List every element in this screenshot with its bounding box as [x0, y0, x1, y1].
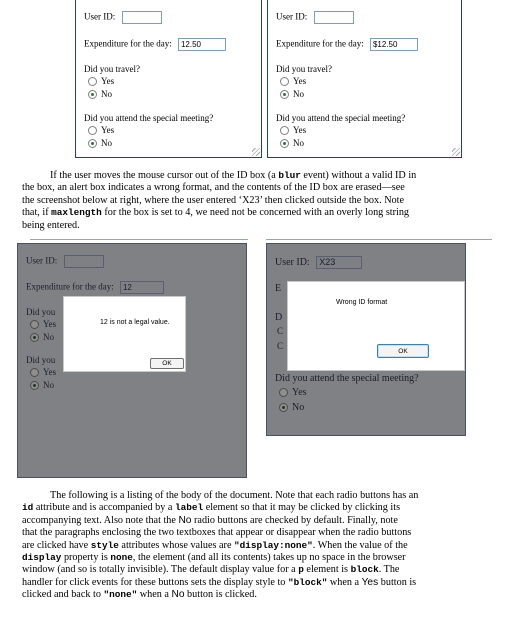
top-right-form-panel: [267, 0, 462, 158]
meeting-yes-label[interactable]: Yes: [101, 125, 115, 135]
para2-line6-b: , the element (and all its contents) takes up no space in the browser: [132, 552, 406, 564]
travel-yes-label[interactable]: Yes: [43, 319, 57, 329]
clipped-label-e: E: [275, 283, 282, 294]
divider-right: [266, 239, 492, 240]
travel-yes-radio[interactable]: [280, 77, 289, 86]
para1-line3: the screenshot below at right, where the user entered ‘X23’ then clicked outside the box. Note: [22, 194, 404, 206]
expenditure-row: [276, 38, 418, 51]
travel-question: Did you: [26, 307, 56, 317]
word-no: No: [178, 514, 192, 526]
para2-line2-b: element so that it may be clicked by clicking its: [203, 502, 401, 514]
meeting-yes-radio[interactable]: [280, 126, 289, 135]
user-id-input[interactable]: [314, 11, 354, 24]
user-id-input[interactable]: X23: [316, 256, 362, 269]
para2-line9-a: clicked and back to: [22, 589, 104, 601]
expenditure-label: Expenditure for the day:: [276, 38, 364, 49]
para2-line5: [22, 540, 496, 552]
user-id-label: User ID:: [84, 11, 116, 22]
meeting-no-radio[interactable]: [280, 139, 289, 148]
code-block: block: [350, 564, 379, 576]
paragraph-listing-explanation: [22, 490, 496, 602]
travel-yes-option[interactable]: [280, 76, 306, 86]
user-id-label: User ID:: [275, 256, 310, 268]
para1-line1-text: If the user moves the mouse cursor out of the ID box (a: [50, 170, 279, 181]
meeting-no-label[interactable]: No: [292, 402, 305, 413]
meeting-yes-label[interactable]: Yes: [292, 387, 307, 398]
para2-line2-a: attribute and is accompanied by a: [33, 502, 175, 514]
meeting-question: Did you attend the special meeting?: [84, 113, 214, 123]
travel-no-option[interactable]: [30, 332, 54, 342]
meeting-no-radio[interactable]: [30, 381, 39, 390]
travel-yes-option[interactable]: [30, 319, 56, 329]
para2-line8-c: button is: [378, 576, 417, 588]
para2-line7-c: . The: [378, 564, 400, 576]
code-id: id: [22, 502, 34, 514]
code-style: style: [90, 539, 119, 551]
expenditure-row: [26, 281, 164, 294]
code-p: p: [298, 564, 304, 576]
para1-line1-tail: event) without a valid ID in: [300, 170, 417, 181]
para2-line8-a: handler for click events for these buttons sets the display style to: [22, 576, 288, 588]
travel-no-radio[interactable]: [88, 90, 97, 99]
meeting-yes-label[interactable]: Yes: [43, 367, 57, 377]
user-id-label: User ID:: [26, 255, 58, 266]
code-none: none: [110, 552, 133, 564]
para2-line5-c: . When the value of the: [312, 539, 408, 551]
para2-line6: [22, 552, 496, 564]
alert-message: Wrong ID format: [336, 299, 388, 306]
code-label: label: [175, 502, 204, 514]
user-id-row: [84, 11, 162, 24]
code-display: display: [22, 552, 62, 564]
travel-no-label[interactable]: No: [101, 89, 112, 99]
travel-no-label[interactable]: No: [43, 332, 54, 342]
para2-line9-b: when a: [137, 589, 172, 601]
meeting-question: Did you attend the special meeting?: [276, 113, 406, 123]
bottom-left-screenshot: [17, 243, 247, 478]
travel-no-option[interactable]: [280, 89, 304, 99]
para1-line4: [22, 207, 496, 219]
resize-grip-icon[interactable]: [452, 148, 460, 156]
meeting-yes-label[interactable]: Yes: [293, 125, 307, 135]
meeting-yes-option[interactable]: [280, 125, 306, 135]
clipped-label-c1: C: [277, 326, 284, 336]
para2-line7-a: window (and so is totally invisible). The default display value for a: [22, 564, 299, 576]
user-id-input[interactable]: [122, 11, 162, 24]
travel-yes-option[interactable]: [88, 76, 114, 86]
para2-line5-b: attributes whose values are: [118, 539, 235, 551]
para2-line9-c: button is clicked.: [184, 589, 257, 601]
code-none-quoted: "none": [103, 589, 138, 601]
para2-line1: The following is a listing of the body of the document. Note that each radio buttons has an: [50, 490, 419, 501]
bottom-right-screenshot: [266, 243, 466, 436]
meeting-no-label[interactable]: No: [43, 380, 54, 390]
meeting-yes-option[interactable]: [88, 125, 114, 135]
meeting-no-option[interactable]: [279, 402, 304, 413]
word-yes: Yes: [361, 576, 379, 588]
travel-question: Did you travel?: [276, 64, 332, 74]
alert-message: 12 is not a legal value.: [100, 319, 170, 326]
travel-yes-label[interactable]: Yes: [293, 76, 307, 86]
code-display-none: "display:none": [234, 539, 313, 551]
meeting-yes-radio[interactable]: [30, 368, 39, 377]
clipped-label-c2: C: [277, 341, 284, 351]
meeting-yes-option[interactable]: [279, 387, 307, 398]
expenditure-label: Expenditure for the day:: [26, 281, 114, 292]
alert-ok-button[interactable]: OK: [150, 358, 184, 369]
travel-no-option[interactable]: [88, 89, 112, 99]
para2-line2: [22, 502, 496, 514]
para2-line9: [22, 589, 496, 601]
meeting-question: Did you: [26, 355, 56, 365]
para2-line7: [22, 564, 496, 576]
para2-line4: that the paragraphs enclosing the two textboxes that appear or disappear when the radio buttons: [22, 527, 412, 539]
para1-line4-text: that, if: [22, 207, 52, 219]
travel-no-radio[interactable]: [30, 333, 39, 342]
meeting-no-option[interactable]: [280, 138, 304, 148]
para2-line3: [22, 515, 496, 527]
user-id-label: User ID:: [276, 11, 308, 22]
para2-line3-b: radio buttons are checked by default. Finally, note: [191, 514, 398, 526]
alert-dialog: [63, 296, 186, 372]
expenditure-input[interactable]: 12.50: [178, 38, 226, 51]
code-block-quoted: "block": [287, 576, 328, 588]
meeting-question: Did you attend the special meeting?: [275, 373, 419, 384]
travel-yes-radio[interactable]: [30, 320, 39, 329]
meeting-no-option[interactable]: [30, 380, 54, 390]
alert-dialog: [287, 281, 465, 371]
code-maxlength: maxlength: [51, 207, 102, 219]
para1-line1: [22, 170, 496, 182]
expenditure-row: [84, 38, 226, 51]
user-id-row: [26, 255, 104, 268]
meeting-no-label[interactable]: No: [101, 138, 112, 148]
travel-no-radio[interactable]: [280, 90, 289, 99]
paragraph-blur-explanation: [22, 170, 496, 232]
top-left-form-panel: [75, 0, 262, 158]
word-no-2: No: [171, 589, 185, 601]
para1-line4-tail: for the box is set to 4, we need not be concerned with an overly long string: [101, 207, 410, 219]
divider-left: [30, 239, 248, 240]
para1-line5: being entered.: [22, 219, 80, 231]
code-blur: blur: [278, 170, 301, 181]
travel-yes-label[interactable]: Yes: [101, 76, 115, 86]
travel-yes-radio[interactable]: [88, 77, 97, 86]
expenditure-label: Expenditure for the day:: [84, 38, 172, 49]
para2-line3-a: accompanying text. Also note that the: [22, 514, 179, 526]
user-id-input[interactable]: [64, 255, 104, 268]
para2-line7-b: element is: [303, 564, 351, 576]
travel-no-label[interactable]: No: [293, 89, 304, 99]
para2-line8-b: when a: [327, 576, 362, 588]
clipped-label-d: D: [275, 312, 283, 323]
para1-line2: the box, an alert box indicates a wrong format, and the contents of the ID box are erased—see: [22, 182, 405, 194]
expenditure-input[interactable]: 12: [120, 281, 164, 294]
para2-line5-a: are clicked have: [22, 539, 91, 551]
meeting-no-radio[interactable]: [88, 139, 97, 148]
user-id-row: [275, 256, 362, 269]
expenditure-input[interactable]: $12.50: [370, 38, 418, 51]
para2-line8: [22, 577, 496, 589]
user-id-row: [276, 11, 354, 24]
meeting-yes-option[interactable]: [30, 367, 56, 377]
resize-grip-icon[interactable]: [252, 148, 260, 156]
meeting-yes-radio[interactable]: [279, 388, 288, 397]
meeting-no-radio[interactable]: [279, 403, 288, 412]
meeting-no-option[interactable]: [88, 138, 112, 148]
alert-ok-button[interactable]: OK: [377, 344, 429, 358]
travel-question: Did you travel?: [84, 64, 140, 74]
meeting-yes-radio[interactable]: [88, 126, 97, 135]
meeting-no-label[interactable]: No: [293, 138, 304, 148]
para2-line6-a: property is: [61, 552, 111, 564]
